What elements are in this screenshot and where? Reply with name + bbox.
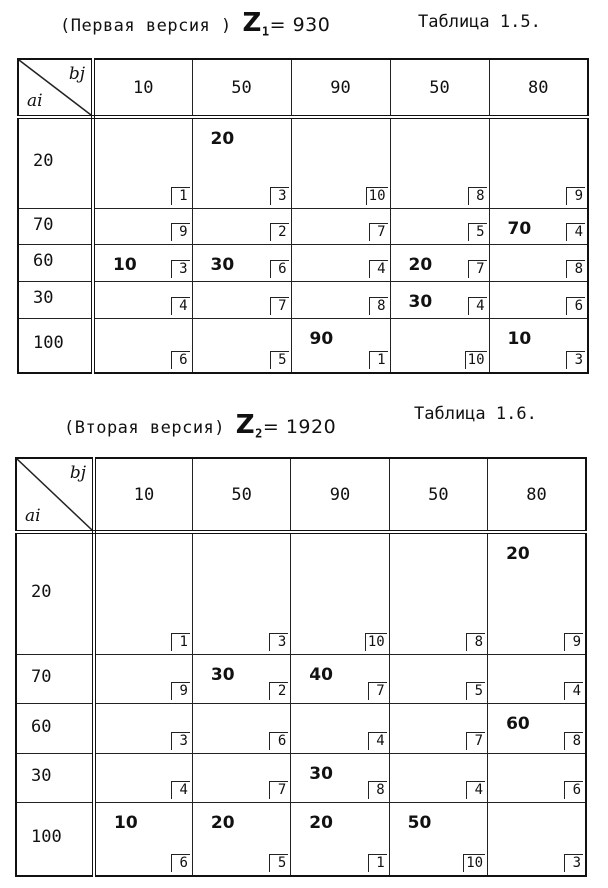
supply-cell — [18, 117, 93, 208]
demand-value: 50 — [231, 484, 252, 505]
cost-value: 7 — [369, 223, 388, 241]
supply-value: 70 — [33, 214, 54, 235]
allocation-value: 50 — [407, 812, 432, 833]
route-cell — [94, 532, 192, 655]
transport-table-2 — [15, 457, 587, 877]
table-row — [18, 318, 588, 373]
route-cell — [94, 802, 192, 876]
supply-value: 20 — [33, 151, 54, 172]
table-row — [18, 282, 588, 319]
cost-value: 7 — [269, 781, 288, 799]
route-cell — [489, 245, 588, 282]
supply-value: 100 — [33, 333, 64, 354]
route-cell — [489, 117, 588, 208]
route-cell — [489, 208, 588, 245]
table2-z-symbol: Z — [235, 410, 256, 440]
cost-value: 8 — [468, 187, 487, 205]
table1-caption — [60, 8, 330, 38]
cost-value: 7 — [466, 732, 485, 750]
table-row — [16, 532, 586, 655]
supply-cell — [16, 532, 94, 655]
route-cell — [192, 208, 291, 245]
route-cell — [192, 753, 290, 802]
allocation-value: 60 — [506, 714, 530, 735]
supply-value: 20 — [31, 582, 52, 603]
table-row — [16, 753, 586, 802]
demand-cell — [489, 59, 588, 117]
cost-value: 10 — [465, 351, 487, 369]
route-cell — [291, 655, 389, 704]
supply-cell — [16, 802, 94, 876]
demand-value: 50 — [231, 77, 252, 98]
route-cell — [192, 117, 291, 208]
route-cell — [291, 282, 390, 319]
demand-value: 10 — [133, 484, 155, 505]
corner-cell — [18, 59, 93, 117]
supply-value: 30 — [31, 765, 52, 786]
route-cell — [488, 753, 586, 802]
table1-z-symbol: Z — [242, 8, 262, 38]
cost-value: 4 — [566, 223, 585, 241]
table-row — [18, 208, 588, 245]
route-cell — [192, 318, 291, 373]
supply-value: 60 — [33, 251, 54, 272]
route-cell — [488, 655, 586, 704]
cost-value: 2 — [269, 682, 288, 700]
demand-value: 50 — [429, 77, 450, 98]
supply-cell — [16, 704, 94, 753]
demand-cell — [488, 458, 586, 532]
demand-axis-label: bj — [69, 463, 86, 483]
route-cell — [291, 208, 390, 245]
cost-value: 7 — [270, 297, 289, 315]
transport-table-1 — [17, 58, 589, 374]
route-cell — [291, 117, 390, 208]
cost-value: 8 — [564, 732, 583, 750]
cost-value: 9 — [566, 187, 585, 205]
table-row — [16, 704, 586, 753]
supply-cell — [16, 655, 94, 704]
cost-value: 4 — [369, 260, 388, 278]
route-cell — [389, 802, 487, 876]
route-cell — [94, 655, 192, 704]
table2-number: Таблица 1.6. — [414, 404, 537, 424]
route-cell — [93, 117, 192, 208]
allocation-value: 20 — [408, 255, 433, 276]
cost-value: 1 — [171, 633, 190, 651]
supply-cell — [16, 753, 94, 802]
cost-value: 8 — [368, 781, 387, 799]
table-row — [16, 655, 586, 704]
cost-value: 6 — [270, 260, 289, 278]
cost-value: 5 — [269, 854, 288, 872]
allocation-value: 10 — [507, 328, 532, 349]
demand-value: 80 — [526, 484, 547, 505]
cost-value: 6 — [171, 854, 190, 872]
allocation-value: 30 — [210, 255, 235, 276]
route-cell — [93, 282, 192, 319]
table1-version-label: (Первая версия ) — [60, 16, 232, 36]
route-cell — [389, 655, 487, 704]
allocation-value: 30 — [309, 763, 333, 784]
table2-z-sub: 2 — [255, 426, 263, 441]
allocation-value: 20 — [309, 812, 333, 833]
cost-value: 9 — [171, 682, 190, 700]
demand-value: 10 — [133, 77, 154, 98]
cost-value: 3 — [566, 351, 585, 369]
route-cell — [489, 282, 588, 319]
cost-value: 8 — [369, 297, 388, 315]
corner-cell — [16, 458, 94, 532]
cost-value: 3 — [171, 260, 190, 278]
route-cell — [192, 245, 291, 282]
route-cell — [291, 802, 389, 876]
route-cell — [94, 753, 192, 802]
allocation-value: 90 — [309, 328, 334, 349]
supply-value: 100 — [31, 826, 62, 847]
route-cell — [488, 532, 586, 655]
table2-z-value: = 1920 — [262, 416, 337, 438]
cost-value: 4 — [468, 297, 487, 315]
supply-cell — [18, 245, 93, 282]
route-cell — [390, 318, 489, 373]
table-row — [18, 117, 588, 208]
cost-value: 3 — [270, 187, 289, 205]
cost-value: 6 — [566, 297, 585, 315]
cost-value: 4 — [171, 781, 190, 799]
supply-axis-label: ai — [27, 91, 43, 111]
demand-cell — [389, 458, 487, 532]
allocation-value: 30 — [408, 292, 433, 313]
supply-cell — [18, 318, 93, 373]
route-cell — [192, 802, 290, 876]
allocation-value: 20 — [506, 544, 530, 564]
route-cell — [93, 208, 192, 245]
table1-z-sub: 1 — [261, 24, 270, 39]
supply-value: 70 — [31, 667, 52, 688]
route-cell — [291, 704, 389, 753]
route-cell — [489, 318, 588, 373]
cost-value: 3 — [171, 732, 190, 750]
table-row — [16, 802, 586, 876]
cost-value: 5 — [270, 351, 289, 369]
route-cell — [192, 282, 291, 319]
supply-axis-label: ai — [25, 506, 41, 526]
demand-axis-label: bj — [68, 64, 85, 84]
cost-value: 7 — [368, 682, 387, 700]
table1-number: Таблица 1.5. — [418, 12, 541, 32]
route-cell — [192, 704, 290, 753]
header-row — [16, 458, 586, 532]
route-cell — [93, 318, 192, 373]
route-cell — [291, 245, 390, 282]
cost-value: 3 — [269, 633, 288, 651]
cost-value: 1 — [369, 351, 388, 369]
route-cell — [192, 655, 290, 704]
cost-value: 5 — [468, 223, 487, 241]
route-cell — [93, 245, 192, 282]
route-cell — [291, 532, 389, 655]
route-cell — [389, 753, 487, 802]
allocation-value: 30 — [210, 665, 235, 686]
allocation-value: 40 — [309, 665, 333, 686]
table-row — [18, 245, 588, 282]
demand-cell — [93, 59, 192, 117]
demand-value: 80 — [528, 77, 549, 98]
supply-cell — [18, 208, 93, 245]
cost-value: 1 — [368, 854, 387, 872]
cost-value: 10 — [365, 633, 387, 651]
cost-value: 1 — [171, 187, 190, 205]
allocation-value: 10 — [113, 255, 137, 276]
route-cell — [390, 208, 489, 245]
cost-value: 4 — [466, 781, 485, 799]
table1-z-value: = 930 — [269, 14, 331, 36]
route-cell — [192, 532, 290, 655]
cost-value: 8 — [466, 633, 485, 651]
demand-cell — [94, 458, 192, 532]
demand-value: 50 — [428, 484, 449, 505]
route-cell — [390, 117, 489, 208]
cost-value: 4 — [368, 732, 387, 750]
cost-value: 6 — [171, 351, 190, 369]
demand-cell — [192, 458, 290, 532]
cost-value: 2 — [270, 223, 289, 241]
allocation-value: 10 — [114, 812, 138, 833]
cost-value: 9 — [564, 633, 583, 651]
route-cell — [389, 704, 487, 753]
cost-value: 8 — [566, 260, 585, 278]
demand-cell — [291, 458, 389, 532]
cost-value: 4 — [564, 682, 583, 700]
demand-cell — [390, 59, 489, 117]
cost-value: 3 — [564, 854, 583, 872]
table2-caption — [64, 410, 336, 440]
demand-cell — [291, 59, 390, 117]
header-row — [18, 59, 588, 117]
cost-value: 7 — [468, 260, 487, 278]
supply-value: 60 — [31, 716, 52, 737]
cost-value: 4 — [171, 297, 190, 315]
table2-version-label: (Вторая версия) — [64, 418, 226, 438]
route-cell — [390, 282, 489, 319]
allocation-value: 20 — [210, 129, 235, 149]
demand-cell — [192, 59, 291, 117]
cost-value: 9 — [171, 223, 190, 241]
route-cell — [291, 753, 389, 802]
allocation-value: 70 — [507, 218, 532, 239]
demand-value: 90 — [330, 77, 351, 98]
cost-value: 5 — [466, 682, 485, 700]
cost-value: 10 — [463, 854, 485, 872]
route-cell — [291, 318, 390, 373]
supply-value: 30 — [33, 287, 54, 308]
route-cell — [94, 704, 192, 753]
cost-value: 10 — [366, 187, 388, 205]
demand-value: 90 — [329, 484, 351, 505]
supply-cell — [18, 282, 93, 319]
route-cell — [390, 245, 489, 282]
allocation-value: 20 — [210, 812, 235, 833]
cost-value: 6 — [269, 732, 288, 750]
route-cell — [488, 802, 586, 876]
cost-value: 6 — [564, 781, 583, 799]
route-cell — [389, 532, 487, 655]
route-cell — [488, 704, 586, 753]
